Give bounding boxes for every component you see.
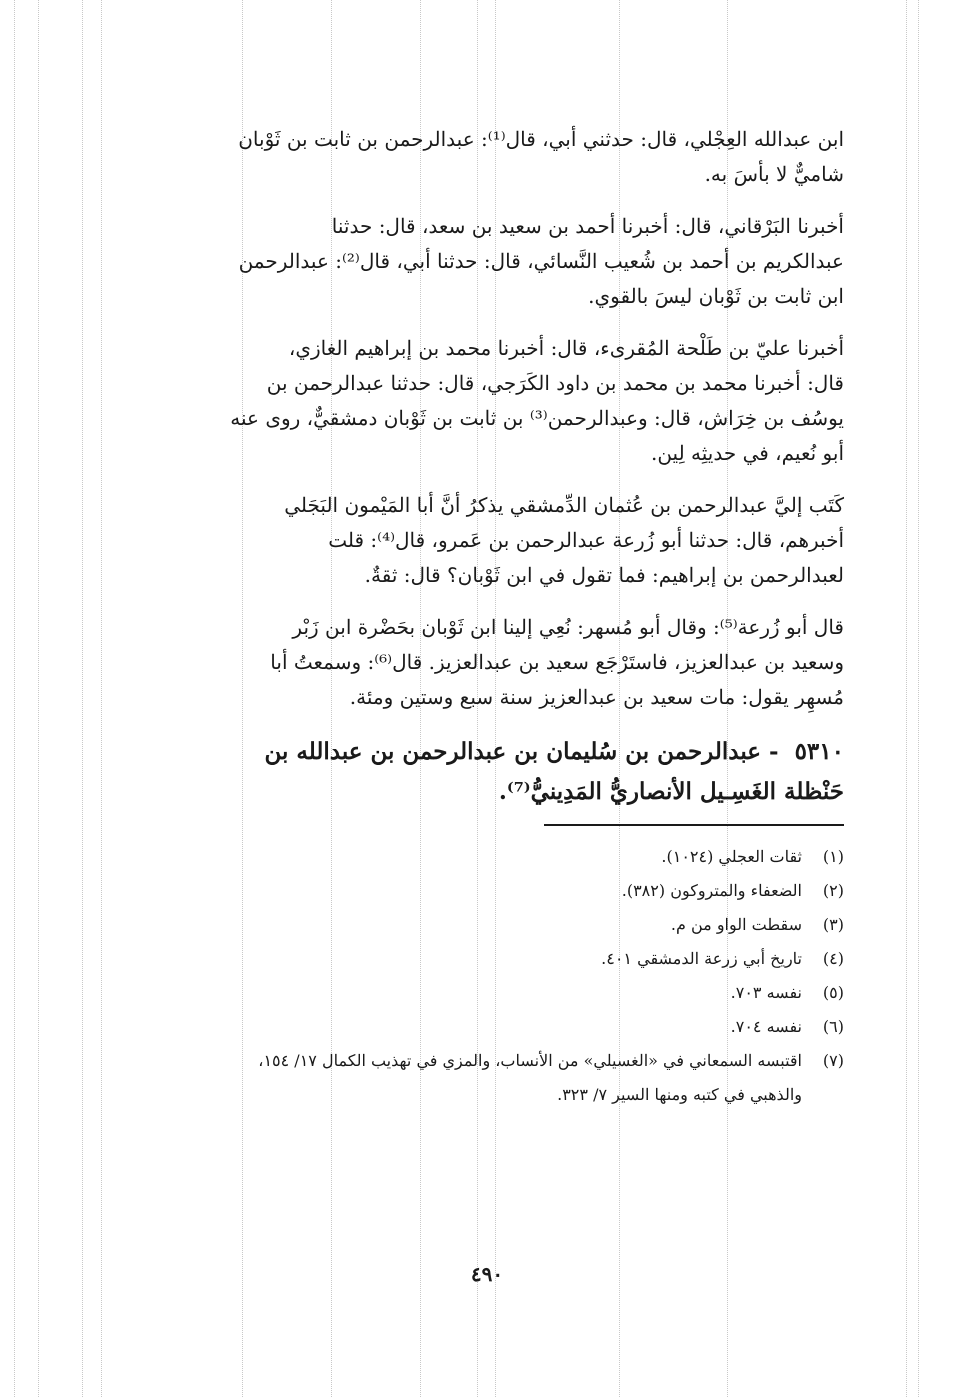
footnote-text: نفسه ٧٠٤. [730,1017,802,1036]
footnote [148,908,844,942]
footnote-number: (٢) [822,881,844,900]
footnote-divider [544,824,844,826]
paragraph-1 [148,122,844,192]
footnote-number: (٧) [822,1051,844,1070]
text-line: ابن عبدالله العِجْلي، قال: حدثني أبي، قال⁽¹⁾: عبدالرحمن بن ثابت بن ثَوْبان [238,127,844,151]
footnote [148,874,844,908]
entry-number: ٥٣١٠ [794,738,844,765]
footnote-number: (٤) [822,949,844,968]
page-number: ٤٩٠ [470,1262,504,1286]
paragraph-3 [148,331,844,471]
text-line: أبو نُعيم، في حديثِه لِين. [650,441,844,465]
text-line: يوسُف بن خِرَاش، قال: وعبدالرحمن⁽³⁾ بن ثابت بن ثَوْبان دمشقيٌّ، روى عنه [230,406,844,430]
text-line: وسعيد بن عبدالعزيز، فاستَرْجَع سعيد بن عبدالعزيز. قال⁽⁶⁾: وسمعتُ أبا [270,650,844,674]
footnote-text: والذهبي في كتبه ومنها السير ٧/ ٣٢٣. [557,1085,802,1104]
text-line: أخبرنا البَرْقاني، قال: أخبرنا أحمد بن سعيد بن سعد، قال: حدثنا [331,214,844,238]
footnote-text: نفسه ٧٠٣. [730,983,802,1002]
paragraph-4 [148,488,844,593]
text-line: لعبدالرحمن بن إبراهيم: فما تقول في ابن ثَوْبان؟ قال: ثقةٌ. [364,563,844,587]
footnote-text: الضعفاء والمتروكون (٣٨٢). [621,881,802,900]
text-line: قال: أخبرنا محمد بن محمد بن داود الكَرَجي، قال: حدثنا عبدالرحمن بن [266,371,844,395]
footnote [148,1010,844,1044]
footnotes [148,840,844,1112]
entry-title-line: حَنْظلة الغَسِـيل الأنصاريُّ المَدِينيُّ⁽⁷⁾. [498,778,844,805]
footnote-number: (٦) [822,1017,844,1036]
footnote-number: (١) [822,847,844,866]
text-line: ابن ثابت بن ثَوْبان ليسَ بالقوي. [588,284,844,308]
entry-title-line: - عبدالرحمن بن سُليمان بن عبدالرحمن بن عبدالله بن [264,738,779,765]
footnote [148,976,844,1010]
footnote-text: تاريخ أبي زرعة الدمشقي ٤٠١. [601,949,802,968]
footnote-text: ثقات العجلي (١٠٢٤). [661,847,802,866]
text-line: عبدالكريم بن أحمد بن شُعيب النَّسائي، قال: حدثنا أبي، قال⁽²⁾: عبدالرحمن [238,249,844,273]
footnote [148,1044,844,1112]
text-line: أخبرنا عليّ بن طَلْحة المُقرىء، قال: أخبرنا محمد بن إبراهيم الغازي، [288,336,844,360]
footnote-text: اقتبسه السمعاني في «الغسيلي» من الأنساب، والمزي في تهذيب الكمال ١٧/ ١٥٤، [258,1051,802,1070]
paragraph-2 [148,209,844,314]
text-line: شاميٌّ لا بأسَ به. [704,162,844,186]
footnote [148,840,844,874]
footnote-number: (٣) [822,915,844,934]
footnote-text-block [148,1044,802,1112]
biography-entry-heading [148,732,844,812]
footnote-text: سقطت الواو من م. [670,915,802,934]
text-line: مُسهِر يقول: مات سعيد بن عبدالعزيز سنة سبع وستين ومئة. [349,685,844,709]
book-page [148,108,844,1112]
text-line: قال أبو زُرعة⁽⁵⁾: وقال أبو مُسهر: نُعِي إلينا ابن ثَوْبان بحَضْرة ابن زَبْر [292,615,844,639]
text-line: كَتَب إليَّ عبدالرحمن بن عُثمان الدِّمشقي يذكرُ أنَّ أبا المَيْمون البَجَلي [284,493,844,517]
paragraph-5 [148,610,844,715]
text-line: أخبرهم، قال: حدثنا أبو زُرعة عبدالرحمن بن عَمرو، قال⁽⁴⁾: قلت [328,528,844,552]
footnote-number: (٥) [822,983,844,1002]
footnote [148,942,844,976]
